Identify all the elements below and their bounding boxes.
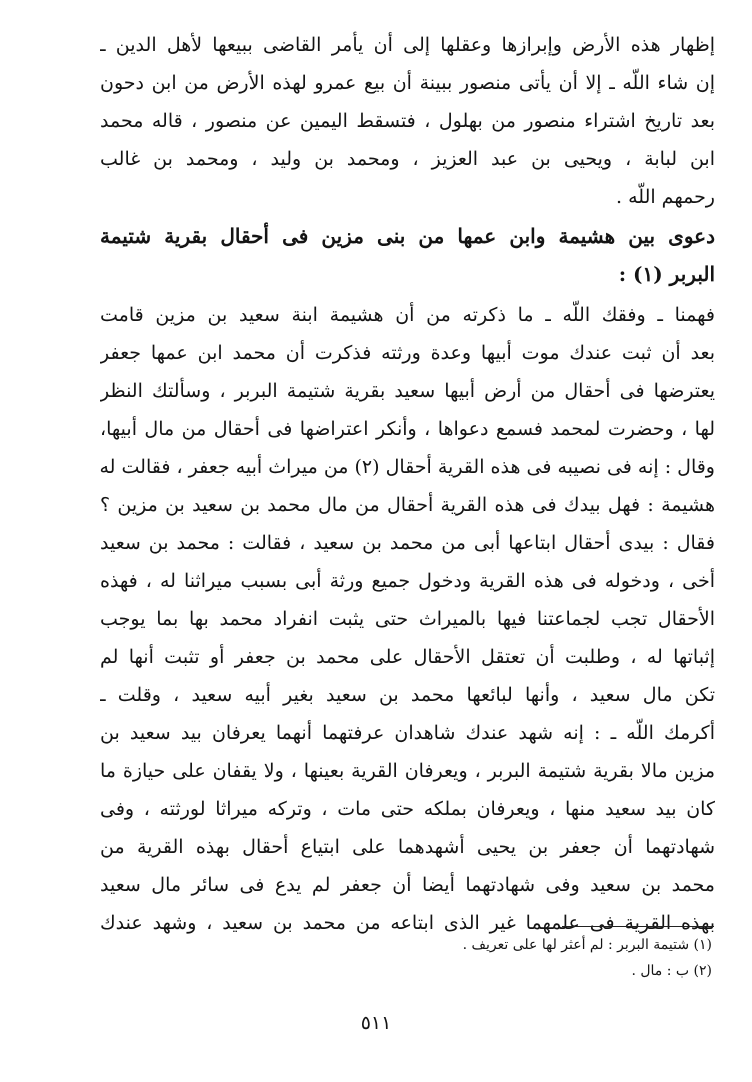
paragraph-top-line: رحمهم اللّه .	[616, 186, 715, 208]
paragraph-main-line: هشيمة : فهل بيدك فى هذه القرية أحقال من مال محمد بن سعيد بن مزين ؟	[100, 494, 715, 516]
paragraph-main-line: أكرمك اللّه ـ : إنه شهد عندك شاهدان عرفتهما أنهما يعرفان بيد سعيد بن	[100, 722, 715, 744]
paragraph-top-line: إن شاء اللّه ـ إلا أن يأتى منصور ببينة أن بيع عمرو لهذه الأرض من ابن دحون	[100, 72, 715, 94]
paragraph-main-line: بعد أن ثبت عندك موت أبيها وعدة ورثته فذكرت أن محمد ابن عمها جعفر	[100, 342, 715, 364]
paragraph-main-line: بهذه القرية فى علمهما غير الذى ابتاعه من محمد بن سعيد ، وشهد عندك	[100, 912, 715, 934]
page-number: ٥١١	[360, 1012, 392, 1034]
section-heading	[100, 217, 715, 293]
paragraph-main-line: لها ، وحضرت لمحمد فسمع دعواها ، وأنكر اعتراضها فى أحقال من مال أبيها،	[100, 418, 715, 440]
heading-line: البربر (١) :	[618, 262, 715, 286]
paragraph-top-line: ابن لبابة ، ويحيى بن عبد العزيز ، ومحمد بن وليد ، ومحمد بن غالب	[100, 148, 715, 170]
paragraph-main	[100, 296, 715, 942]
paragraph-main-line: كان بيد سعيد منها ، ويعرفان بملكه حتى مات ، وتركه ميراثا لورثته ، وفى	[100, 798, 715, 820]
paragraph-main-line: تكن مال سعيد ، وأنها لبائعها محمد بن سعيد بغير أبيه سعيد ، وقلت ـ	[100, 684, 715, 706]
paragraph-top-line: بعد تاريخ اشتراء منصور من بهلول ، فتسقط اليمين عن منصور ، قاله محمد	[100, 110, 715, 132]
paragraph-main-line: إثباتها له ، وطلبت أن تعتقل الأحقال على محمد بن جعفر أو تثبت أنها لم	[100, 646, 715, 668]
heading-line: دعوى بين هشيمة وابن عمها من بنى مزين فى أحقال بقرية شتيمة	[100, 224, 715, 248]
paragraph-continuation	[100, 26, 715, 216]
paragraph-main-line: فقال : بيدى أحقال ابتاعها أبى من محمد بن سعيد ، فقالت : محمد بن سعيد	[100, 532, 715, 554]
paragraph-main-line: يعترضها فى أحقال من أرض أبيها سعيد بقرية شتيمة البربر ، وسألتك النظر	[100, 380, 715, 402]
paragraph-main-line: فهمنا ـ وفقك اللّه ـ ما ذكرته من أن هشيمة ابنة سعيد بن مزين قامت	[100, 304, 715, 326]
paragraph-main-line: الأحقال تجب لجماعتنا فيها بالميراث حتى يثبت انفراد محمد بها بما يوجب	[100, 608, 715, 630]
paragraph-main-line: وقال : إنه فى نصيبه فى هذه القرية أحقال (٢) من ميراث أبيه جعفر ، فقالت له	[100, 456, 715, 478]
paragraph-main-line: محمد بن سعيد وفى شهادتهما أيضا أن جعفر لم يدع فى سائر مال سعيد	[100, 874, 715, 896]
footnote-item: (١) شتيمة البربر : لم أعثر لها على تعريف .	[462, 937, 712, 953]
paragraph-main-line: شهادتهما أن جعفر بن يحيى أشهدهما على ابتياع أحقال بهذه القرية من	[100, 836, 715, 858]
paragraph-main-line: أخى ، ودخوله فى هذه القرية ودخول جميع ورثة أبى بسبب ميراثنا له ، فهذه	[100, 570, 715, 592]
footnotes	[300, 932, 712, 984]
footnote-separator	[562, 926, 714, 927]
paragraph-top-line: إظهار هذه الأرض وإبرازها وعقلها إلى أن يأمر القاضى ببيعها لأهل الدين ـ	[100, 34, 715, 56]
paragraph-main-line: مزين مالا بقرية شتيمة البربر ، ويعرفان القرية بعينها ، ولا يقفان على حيازة ما	[100, 760, 715, 782]
footnote-item: (٢) ب : مال .	[631, 963, 712, 979]
